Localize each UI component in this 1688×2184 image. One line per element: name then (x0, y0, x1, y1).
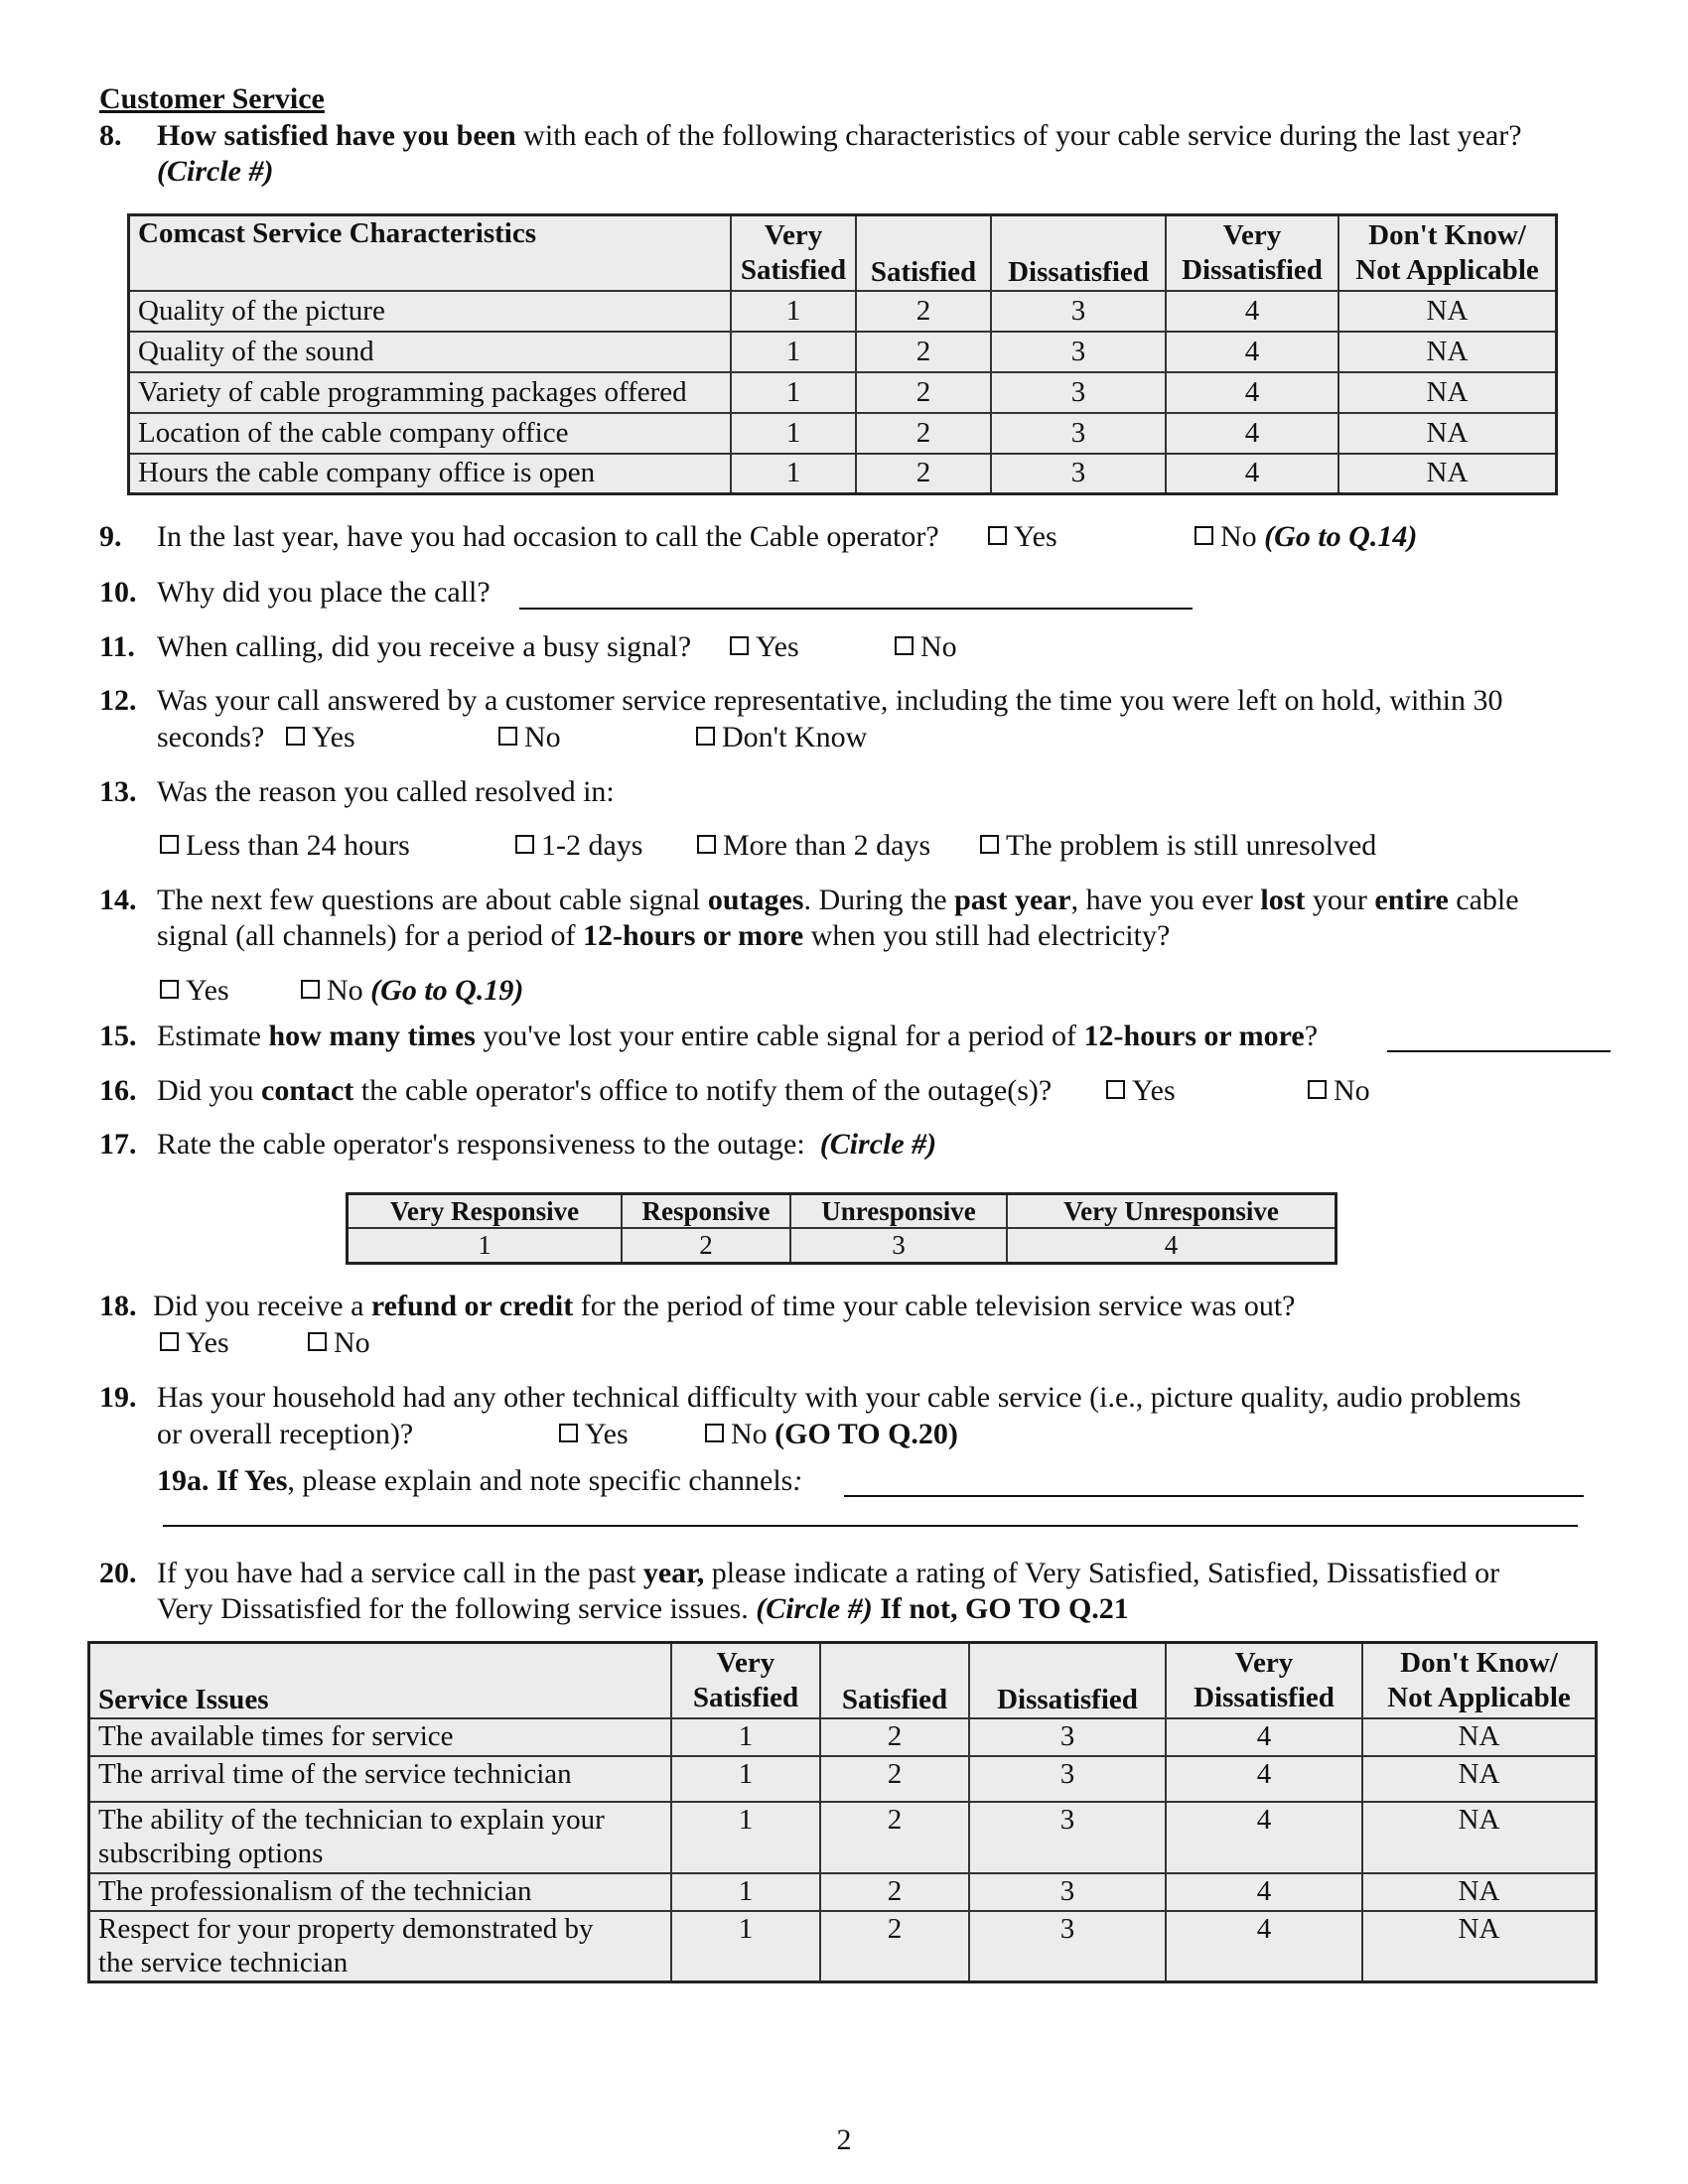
rating-option[interactable]: 2 (856, 291, 991, 332)
q20-text: If you have had a service call in the past year, please indicate a rating of Very Satisfied, Satisfied, Dissatisfied or Very Dissatisfied for the following service issues. (Circle #) If not, GO TO Q.21 (157, 1557, 1500, 1625)
rating-option[interactable]: 1 (731, 291, 856, 332)
q9-text: In the last year, have you had occasion to call the Cable operator? (157, 520, 939, 553)
q11-number: 11. (99, 630, 135, 663)
page-number: 2 (836, 2123, 852, 2156)
rating-option[interactable]: 2 (622, 1228, 790, 1263)
q12-dont-know-option[interactable]: Don't Know (696, 720, 867, 755)
q19-text2: or overall reception)? (157, 1418, 414, 1450)
q10-answer-line[interactable] (519, 581, 1193, 610)
q19a-text: 19a. If Yes, please explain and note specific channels: (157, 1464, 803, 1497)
q19-yes-option[interactable]: Yes (559, 1417, 629, 1452)
q17-col-unresponsive: Unresponsive (790, 1194, 1007, 1229)
q8-col-very-dissatisfied: Very Dissatisfied (1166, 215, 1338, 291)
rating-option[interactable]: 2 (820, 1756, 969, 1802)
rating-option[interactable]: 4 (1166, 1718, 1362, 1756)
q13-number: 13. (99, 775, 137, 808)
q19-no-option[interactable]: No (GO TO Q.20) (705, 1417, 958, 1452)
checkbox[interactable] (705, 1424, 724, 1442)
rating-option[interactable]: 3 (969, 1911, 1166, 1982)
q17-table (346, 1192, 1337, 1265)
rating-option[interactable]: 4 (1166, 291, 1338, 332)
checkbox[interactable] (988, 526, 1007, 545)
checkbox[interactable] (697, 835, 716, 854)
q20-col-very-dissatisfied: Very Dissatisfied (1166, 1643, 1362, 1718)
q8-col-very-satisfied: Very Satisfied (731, 215, 856, 291)
q15-text: Estimate how many times you've lost your entire cable signal for a period of 12-hours or more? (157, 1020, 1319, 1052)
rating-option[interactable]: 1 (731, 332, 856, 372)
rating-option[interactable]: 1 (671, 1756, 820, 1802)
q20-col-service-issues: Service Issues (89, 1643, 672, 1718)
q11-text: When calling, did you receive a busy signal? (157, 630, 692, 663)
q8-col-dissatisfied: Dissatisfied (991, 215, 1166, 291)
row-label: The ability of the technician to explain your subscribing options (89, 1802, 672, 1873)
q14-yes-option[interactable]: Yes (160, 973, 229, 1009)
rating-option[interactable]: 2 (856, 332, 991, 372)
rating-option[interactable]: NA (1362, 1873, 1597, 1911)
row-label: Variety of cable programming packages offered (129, 372, 732, 413)
q20-col-satisfied: Satisfied (820, 1643, 969, 1718)
q14-text: The next few questions are about cable signal outages. During the past year, have you ever lost your entire cable signal (all channels) for a period of 12-hours or more when you still had electricity? (157, 884, 1519, 952)
q17-col-very-unresponsive: Very Unresponsive (1007, 1194, 1336, 1229)
checkbox[interactable] (515, 835, 534, 854)
row-label: Quality of the sound (129, 332, 732, 372)
checkbox[interactable] (498, 727, 517, 746)
q20-table (87, 1641, 1598, 1983)
rating-option[interactable]: 4 (1166, 1802, 1362, 1873)
table-row (89, 1911, 1597, 1982)
rating-option[interactable]: NA (1338, 291, 1557, 332)
checkbox[interactable] (1308, 1080, 1327, 1099)
table-row (89, 1756, 1597, 1802)
rating-option[interactable]: 3 (969, 1718, 1166, 1756)
q8-col-characteristics: Comcast Service Characteristics (129, 215, 732, 291)
row-label: The professionalism of the technician (89, 1873, 672, 1911)
rating-option[interactable]: 4 (1166, 1911, 1362, 1982)
q19a-answer-line[interactable] (844, 1468, 1584, 1497)
rating-option[interactable]: 1 (671, 1911, 820, 1982)
rating-option[interactable]: 4 (1166, 1756, 1362, 1802)
table-row (129, 413, 1557, 454)
rating-option[interactable]: 1 (671, 1873, 820, 1911)
q17-col-very-responsive: Very Responsive (348, 1194, 623, 1229)
rating-option[interactable]: 1 (731, 454, 856, 494)
checkbox[interactable] (160, 980, 179, 999)
q12-number: 12. (99, 684, 137, 717)
row-label: Quality of the picture (129, 291, 732, 332)
checkbox[interactable] (559, 1424, 578, 1442)
row-label: Respect for your property demonstrated by the service technician (89, 1911, 672, 1982)
q16-number: 16. (99, 1074, 137, 1107)
q8-col-satisfied: Satisfied (856, 215, 991, 291)
rating-option[interactable]: 3 (991, 372, 1166, 413)
checkbox[interactable] (696, 727, 715, 746)
rating-option[interactable]: 4 (1166, 332, 1338, 372)
checkbox[interactable] (730, 636, 749, 655)
rating-option[interactable]: 1 (348, 1228, 623, 1263)
checkbox[interactable] (301, 980, 320, 999)
checkbox[interactable] (1195, 526, 1213, 545)
rating-option[interactable]: 2 (820, 1718, 969, 1756)
checkbox[interactable] (308, 1332, 327, 1351)
rating-option[interactable]: 2 (820, 1911, 969, 1982)
q20-col-very-satisfied: Very Satisfied (671, 1643, 820, 1718)
rating-option[interactable]: 1 (671, 1718, 820, 1756)
row-label: The available times for service (89, 1718, 672, 1756)
rating-option[interactable]: 1 (731, 413, 856, 454)
q12-text2: seconds? (157, 721, 265, 753)
q18-text: Did you receive a refund or credit for the period of time your cable television service was out? (153, 1290, 1296, 1322)
q18-number: 18. (99, 1290, 137, 1322)
rating-option[interactable]: 1 (731, 372, 856, 413)
q13-option-1-2-days[interactable]: 1-2 days (515, 828, 642, 864)
q14-number: 14. (99, 884, 137, 916)
rating-option[interactable]: 2 (856, 454, 991, 494)
q8-col-dont-know: Don't Know/ Not Applicable (1338, 215, 1557, 291)
q9-number: 9. (99, 520, 122, 553)
q8-bold: How satisfied have you been (157, 119, 516, 152)
q17-number: 17. (99, 1128, 137, 1160)
checkbox[interactable] (980, 835, 999, 854)
q8-body: with each of the following characteristics of your cable service during the last year? (515, 119, 1522, 152)
q15-number: 15. (99, 1020, 137, 1052)
section-title: Customer Service (99, 82, 325, 115)
checkbox[interactable] (1106, 1080, 1125, 1099)
rating-option[interactable]: 2 (856, 372, 991, 413)
q14-no-option[interactable]: No (Go to Q.19) (301, 973, 523, 1009)
rating-option[interactable]: 3 (969, 1802, 1166, 1873)
q19-number: 19. (99, 1381, 137, 1414)
q16-no-option[interactable]: No (1308, 1073, 1370, 1109)
rating-option[interactable]: NA (1362, 1756, 1597, 1802)
rating-option[interactable]: 3 (790, 1228, 1007, 1263)
row-label: Hours the cable company office is open (129, 454, 732, 494)
q10-text: Why did you place the call? (157, 576, 491, 609)
q11-no-option[interactable]: No (895, 629, 957, 665)
q18-yes-option[interactable]: Yes (160, 1325, 229, 1361)
q12-no-option[interactable]: No (498, 720, 561, 755)
rating-option[interactable]: NA (1362, 1802, 1597, 1873)
rating-option[interactable]: 4 (1007, 1228, 1336, 1263)
q12-yes-option[interactable]: Yes (286, 720, 355, 755)
table-row (89, 1802, 1597, 1873)
table-row (89, 1718, 1597, 1756)
rating-option[interactable]: NA (1338, 332, 1557, 372)
q10-number: 10. (99, 576, 137, 609)
q13-option-less-24[interactable]: Less than 24 hours (160, 828, 410, 864)
q13-option-unresolved[interactable]: The problem is still unresolved (980, 828, 1376, 864)
q8-text (157, 118, 1597, 190)
table-row (129, 332, 1557, 372)
rating-option[interactable]: 1 (671, 1802, 820, 1873)
checkbox[interactable] (895, 636, 914, 655)
rating-option[interactable]: 3 (991, 332, 1166, 372)
q13-text: Was the reason you called resolved in: (157, 775, 615, 808)
table-row (129, 372, 1557, 413)
table-row (348, 1228, 1336, 1263)
rating-option[interactable]: NA (1338, 413, 1557, 454)
rating-option[interactable]: 2 (820, 1802, 969, 1873)
rating-option[interactable]: NA (1338, 372, 1557, 413)
rating-option[interactable]: 3 (991, 454, 1166, 494)
row-label: The arrival time of the service technician (89, 1756, 672, 1802)
q9-no-option[interactable]: No (Go to Q.14) (1195, 519, 1417, 555)
q19-text: Has your household had any other technical difficulty with your cable service (i.e., picture quality, audio problems (157, 1381, 1521, 1414)
rating-option[interactable]: 3 (969, 1756, 1166, 1802)
q11-yes-option[interactable]: Yes (730, 629, 799, 665)
q9-yes-option[interactable]: Yes (988, 519, 1057, 555)
rating-option[interactable]: 3 (991, 413, 1166, 454)
rating-option[interactable]: 3 (991, 291, 1166, 332)
rating-option[interactable]: 4 (1166, 1873, 1362, 1911)
q15-answer-line[interactable] (1387, 1024, 1611, 1052)
rating-option[interactable]: 3 (969, 1873, 1166, 1911)
q8-table (127, 213, 1558, 495)
q17-col-responsive: Responsive (622, 1194, 790, 1229)
rating-option[interactable]: 4 (1166, 413, 1338, 454)
rating-option[interactable]: NA (1362, 1718, 1597, 1756)
rating-option[interactable]: 2 (820, 1873, 969, 1911)
table-row (89, 1873, 1597, 1911)
q19a-answer-line-2[interactable] (163, 1501, 1578, 1527)
q16-yes-option[interactable]: Yes (1106, 1073, 1176, 1109)
checkbox[interactable] (160, 1332, 179, 1351)
q12-text: Was your call answered by a customer service representative, including the time you were left on hold, within 30 (157, 684, 1503, 717)
q18-no-option[interactable]: No (308, 1325, 370, 1361)
rating-option[interactable]: NA (1338, 454, 1557, 494)
table-row (129, 291, 1557, 332)
rating-option[interactable]: 4 (1166, 454, 1338, 494)
q20-col-dont-know: Don't Know/ Not Applicable (1362, 1643, 1597, 1718)
q17-text: Rate the cable operator's responsiveness to the outage: (Circle #) (157, 1128, 937, 1160)
rating-option[interactable]: NA (1362, 1911, 1597, 1982)
q8-number: 8. (99, 119, 122, 152)
table-row (129, 454, 1557, 494)
q8-instruction: (Circle #) (157, 155, 274, 188)
row-label: Location of the cable company office (129, 413, 732, 454)
checkbox[interactable] (286, 727, 305, 746)
checkbox[interactable] (160, 835, 179, 854)
q16-text: Did you contact the cable operator's office to notify them of the outage(s)? (157, 1074, 1053, 1107)
q20-col-dissatisfied: Dissatisfied (969, 1643, 1166, 1718)
rating-option[interactable]: 2 (856, 413, 991, 454)
q20-number: 20. (99, 1557, 137, 1589)
q13-option-more-2-days[interactable]: More than 2 days (697, 828, 930, 864)
rating-option[interactable]: 4 (1166, 372, 1338, 413)
